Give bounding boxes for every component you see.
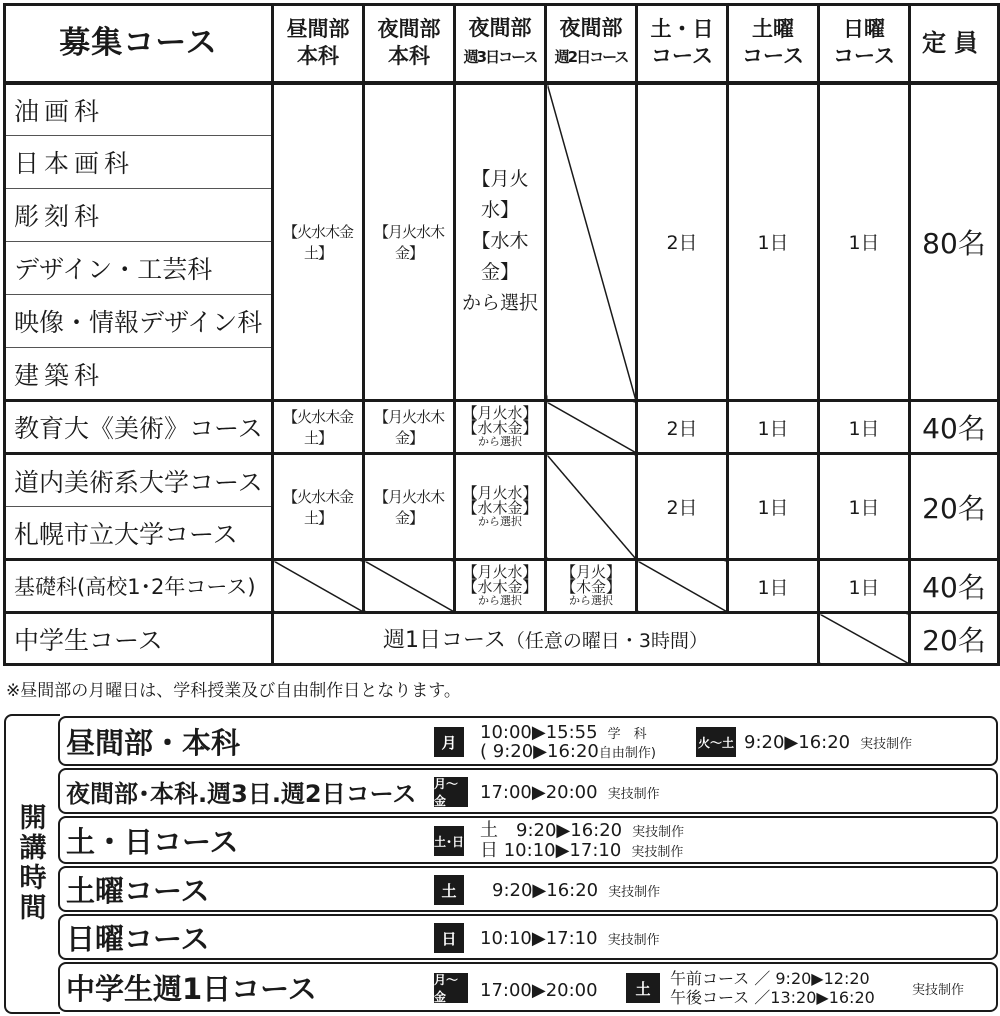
time-line: 17:00▶20:00 実技制作 — [480, 782, 660, 803]
kyoiku-nichiyo: 1日 — [819, 401, 910, 454]
schedule-row-name: 中学生週1日コース — [66, 971, 317, 1006]
kyoiku-donichi: 2日 — [637, 401, 728, 454]
time-line: ( 9:20▶16:20自由制作) — [480, 741, 656, 762]
chugaku-name: 中学生コース — [5, 613, 273, 665]
day-badge: 月 — [434, 727, 464, 757]
time-line: 9:20▶16:20 実技制作 — [492, 880, 661, 901]
time-line: 土 9:20▶16:20 実技制作 — [480, 820, 685, 841]
time-note: 実技制作 — [912, 983, 965, 998]
kiso-yakan2: 【月火】 【木金】 から選択 — [546, 560, 637, 613]
daigaku-donichi: 2日 — [637, 454, 728, 560]
day-badge: 日 — [434, 923, 464, 953]
kiso-name: 基礎科(高校1･2年コース) — [5, 560, 273, 613]
daigaku-yakan: 【月火水木金】 — [364, 454, 455, 560]
honka-yakan3: 【月火水】 【水木金】 から選択 — [455, 83, 546, 401]
chugaku-nichiyo-empty — [819, 613, 910, 665]
schedule-row-yakan — [58, 768, 998, 814]
time-line: 午前コース ／ 9:20▶12:20 — [670, 969, 870, 988]
kyoiku-hiruma: 【火水木金土】 — [273, 401, 364, 454]
schedule-row-name: 夜間部･本科.週3日.週2日コース — [66, 779, 417, 808]
chugaku-teiin: 20名 — [910, 613, 999, 665]
kiso-hiruma-empty — [273, 560, 364, 613]
honka-yakan: 【月火水木金】 — [364, 83, 455, 401]
daigaku-name-1: 道内美術系大学コース — [5, 454, 273, 507]
kiso-teiin: 40名 — [910, 560, 999, 613]
schedule-row-name: 土・日コース — [66, 824, 239, 859]
chugaku-course: 週1日コース（任意の曜日・3時間） — [273, 613, 819, 665]
kiso-donichi-empty — [637, 560, 728, 613]
kiso-yakan-empty — [364, 560, 455, 613]
kyoiku-doyo: 1日 — [728, 401, 819, 454]
header-doyo: 土曜 コース — [728, 5, 819, 83]
header-course: 募集コース — [5, 5, 273, 83]
dept-nihonga: 日本画科 — [5, 136, 273, 189]
kiso-nichiyo: 1日 — [819, 560, 910, 613]
course-table — [3, 3, 1000, 666]
header-yakan-honka: 夜間部 本科 — [364, 5, 455, 83]
header-yakan-3: 夜間部 週3日コース — [455, 5, 546, 83]
kyoiku-yakan2-empty — [546, 401, 637, 454]
footnote: ※昼間部の月曜日は、学科授業及び自由制作日となります。 — [6, 681, 461, 701]
daigaku-yakan3: 【月火水】 【水木金】 から選択 — [455, 454, 546, 560]
honka-hiruma: 【火水木金土】 — [273, 83, 364, 401]
daigaku-nichiyo: 1日 — [819, 454, 910, 560]
schedule-row-chugaku — [58, 962, 998, 1012]
kyoiku-name: 教育大《美術》コース — [5, 401, 273, 454]
dept-kenchiku: 建築科 — [5, 348, 273, 401]
time-line: 10:10▶17:10 実技制作 — [480, 928, 660, 949]
day-badge: 土 — [626, 973, 660, 1003]
daigaku-yakan2-empty — [546, 454, 637, 560]
honka-donichi: 2日 — [637, 83, 728, 401]
dept-aburae: 油画科 — [5, 83, 273, 136]
header-teiin: 定員 — [910, 5, 999, 83]
day-badge: 月〜金 — [434, 777, 468, 807]
time-line: 9:20▶16:20 実技制作 — [744, 732, 913, 753]
kyoiku-yakan: 【月火水木金】 — [364, 401, 455, 454]
header-hiruma-honka: 昼間部 本科 — [273, 5, 364, 83]
schedule-row-name: 日曜コース — [66, 921, 210, 956]
honka-teiin: 80名 — [910, 83, 999, 401]
time-line: 17:00▶20:00 — [480, 980, 598, 1001]
honka-doyo: 1日 — [728, 83, 819, 401]
daigaku-teiin: 20名 — [910, 454, 999, 560]
dept-design: デザイン・工芸科 — [5, 242, 273, 295]
schedule-row-name: 土曜コース — [66, 873, 210, 908]
day-badge: 火〜土 — [696, 727, 736, 757]
day-badge: 土･日 — [434, 826, 464, 856]
honka-yakan2-empty — [546, 83, 637, 401]
schedule-label: 開 講 時 間 — [4, 714, 60, 1014]
header-nichiyo: 日曜 コース — [819, 5, 910, 83]
dept-eizo: 映像・情報デザイン科 — [5, 295, 273, 348]
time-line: 日 10:10▶17:10 実技制作 — [480, 840, 684, 861]
honka-nichiyo: 1日 — [819, 83, 910, 401]
schedule-row-donichi — [58, 816, 998, 864]
kyoiku-yakan3: 【月火水】 【水木金】 から選択 — [455, 401, 546, 454]
day-badge: 月〜金 — [434, 973, 468, 1003]
time-line: 午後コース ／13:20▶16:20 — [670, 988, 875, 1007]
dept-chokoku: 彫刻科 — [5, 189, 273, 242]
header-donichi: 土・日 コース — [637, 5, 728, 83]
kiso-doyo: 1日 — [728, 560, 819, 613]
kiso-yakan3: 【月火水】 【水木金】 から選択 — [455, 560, 546, 613]
schedule-row-name: 昼間部・本科 — [66, 725, 241, 760]
daigaku-name-2: 札幌市立大学コース — [5, 507, 273, 560]
schedule-row-hiruma — [58, 716, 998, 766]
daigaku-doyo: 1日 — [728, 454, 819, 560]
schedule-row-doyo — [58, 866, 998, 912]
daigaku-hiruma: 【火水木金土】 — [273, 454, 364, 560]
time-line: 10:00▶15:55 学 科 — [480, 722, 647, 743]
day-badge: 土 — [434, 875, 464, 905]
schedule-row-nichiyo — [58, 914, 998, 960]
kyoiku-teiin: 40名 — [910, 401, 999, 454]
header-yakan-2: 夜間部 週2日コース — [546, 5, 637, 83]
